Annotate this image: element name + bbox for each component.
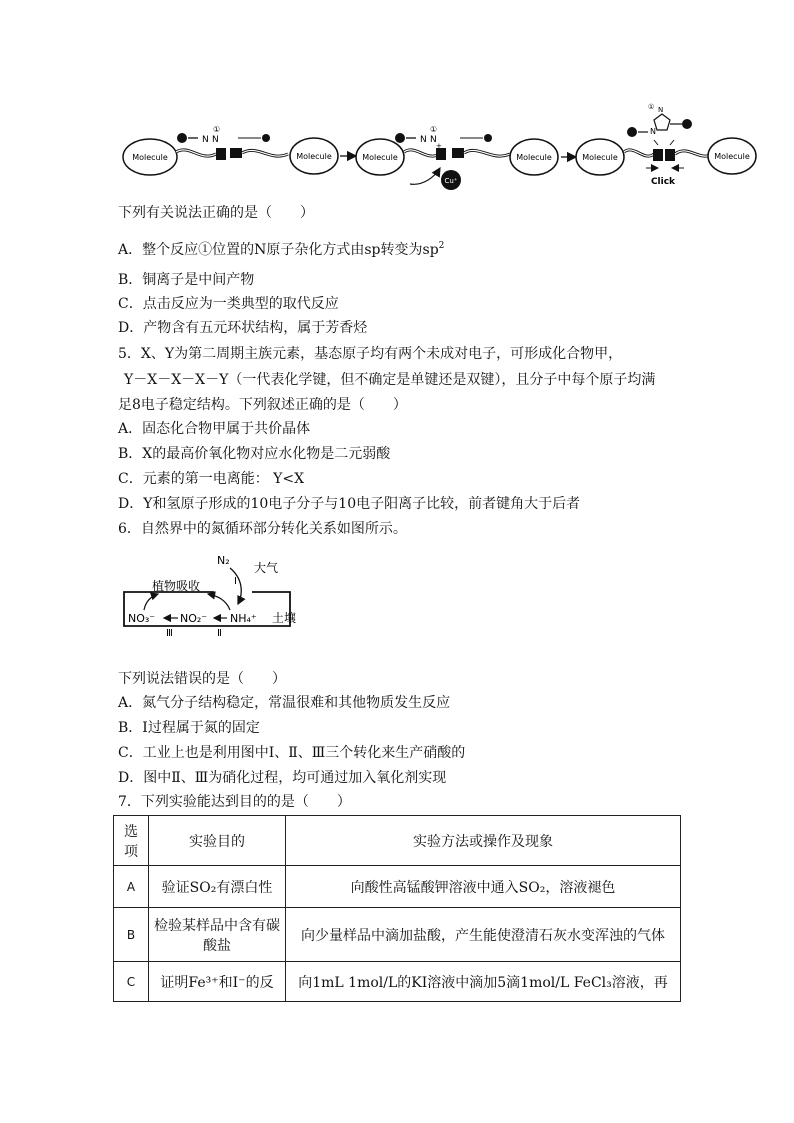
method-cell: 向少量样品中滴加盐酸，产生能使澄清石灰水变浑浊的气体 [286, 908, 681, 962]
atmosphere-label: 大气 [254, 561, 279, 575]
molecule-ball-3 [356, 139, 404, 175]
q6-ask: 下列说法错误的是（ ） [118, 671, 286, 687]
soil-label: 土壤 [272, 611, 297, 625]
molecule-ball-2 [290, 138, 338, 174]
svg-text:Molecule: Molecule [714, 152, 750, 161]
table-row [114, 866, 681, 908]
nitrate-label: NO₃⁻ [128, 612, 156, 625]
molecule-label: Molecule [132, 153, 168, 162]
q6-option-c: C．工业上也是利用图中Ⅰ、Ⅱ、Ⅲ三个转化来生产硝酸的 [118, 745, 466, 761]
nitrite-label: NO₂⁻ [180, 612, 208, 625]
purpose-cell: 验证SO₂有漂白性 [149, 866, 286, 908]
catalyst-label: Cu⁺ [444, 177, 458, 185]
q5-option-a: A．固态化合物甲属于共价晶体 [118, 421, 311, 437]
svg-text:①: ① [648, 103, 655, 111]
q6-option-b: B．Ⅰ过程属于氮的固定 [118, 720, 260, 736]
svg-text:Molecule: Molecule [582, 153, 618, 162]
q4-stem: 下列有关说法正确的是（ ） [118, 205, 314, 221]
option-cell: A [114, 866, 149, 908]
svg-text:N: N [430, 135, 437, 145]
svg-text:N: N [212, 135, 219, 145]
svg-text:①: ① [213, 125, 221, 134]
table-header-cell: 选项 [114, 816, 149, 866]
molecule-ball-4 [510, 139, 558, 175]
q4-option-d: D．产物含有五元环状结构，属于芳香烃 [118, 320, 368, 336]
molecule-ball-5 [576, 139, 624, 175]
plant-absorb-label: 植物吸收 [152, 579, 201, 593]
q5-option-c: C．元素的第一电离能： Y<X [118, 471, 305, 487]
option-cell: C [114, 962, 149, 1002]
svg-text:Molecule: Molecule [296, 152, 332, 161]
click-label: Click [650, 177, 676, 187]
q5-stem-line3: 足8电子稳定结构。下列叙述正确的是（ ） [118, 397, 407, 413]
svg-text:N: N [420, 135, 427, 145]
q7-stem: 7．下列实验能达到目的的是（ ） [118, 794, 351, 810]
q4-option-a: A．整个反应①位置的N原子杂化方式由sp转变为$sp^2$ [118, 241, 445, 258]
q5-option-b: B．X的最高价氧化物对应水化物是二元弱酸 [118, 446, 391, 462]
method-cell: 向酸性高锰酸钾溶液中通入SO₂，溶液褪色 [286, 866, 681, 908]
q4-option-c: C．点击反应为一类典型的取代反应 [118, 296, 339, 312]
q6-option-a: A．氮气分子结构稳定，常温很难和其他物质发生反应 [118, 695, 451, 711]
table-header-row [114, 816, 681, 866]
nitrogen-cycle-figure [122, 550, 302, 639]
step-1-label: Ⅰ [234, 576, 237, 587]
table-header-cell: 实验方法或操作及现象 [286, 816, 681, 866]
purpose-cell: 证明Fe³⁺和I⁻的反 [149, 962, 286, 1002]
q5-stem-line2: Y－X－X－X－Y（一代表化学键，但不确定是单键还是双键），且分子中每个原子均满 [124, 372, 656, 388]
copper-catalyst [441, 170, 461, 190]
svg-text:①: ① [430, 125, 438, 134]
table-row [114, 962, 681, 1002]
svg-text:N: N [202, 135, 209, 145]
svg-text:N: N [650, 127, 656, 136]
molecule-ball-1 [123, 139, 177, 175]
svg-text:Molecule: Molecule [362, 153, 398, 162]
q4-option-b: B．铜离子是中间产物 [118, 272, 255, 288]
step-2-label: Ⅱ [217, 628, 222, 639]
svg-text:N: N [658, 106, 664, 114]
method-cell: 向1mL 1mol/L的KI溶液中滴加5滴1mol/L FeCl₃溶液，再 [286, 962, 681, 1002]
table-header-cell: 实验目的 [149, 816, 286, 866]
n2-label: N₂ [217, 554, 230, 567]
ammonium-label: NH₄⁺ [230, 612, 257, 625]
q6-stem: 6．自然界中的氮循环部分转化关系如图所示。 [118, 521, 407, 537]
table-row [114, 908, 681, 962]
option-cell: B [114, 908, 149, 962]
purpose-cell: 检验某样品中含有碳酸盐 [149, 908, 286, 962]
click-reaction-diagram [118, 100, 758, 192]
q5-stem-line1: 5．X、Y为第二周期主族元素，基态原子均有两个未成对电子，可形成化合物甲， [118, 346, 623, 362]
q6-option-d: D．图中Ⅱ、Ⅲ为硝化过程，均可通过加入氧化剂实现 [118, 770, 447, 786]
svg-text:Molecule: Molecule [516, 153, 552, 162]
q5-option-d: D．Y和氢原子形成的10电子分子与10电子阳离子比较，前者键角大于后者 [118, 496, 581, 512]
experiment-table [113, 815, 681, 1002]
svg-text:+: + [436, 142, 442, 150]
step-3-label: Ⅲ [166, 628, 173, 639]
molecule-ball-6 [708, 138, 756, 174]
